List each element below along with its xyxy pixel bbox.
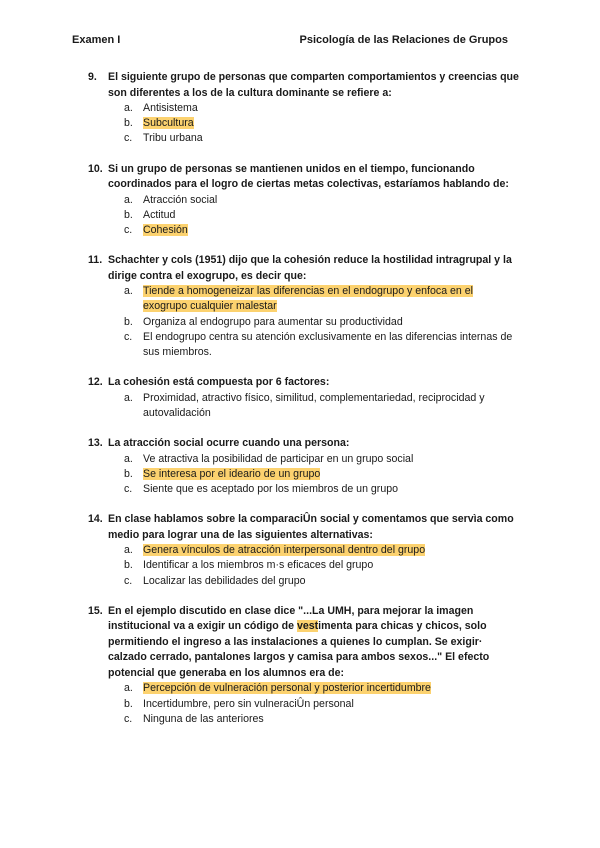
option-list	[124, 193, 520, 239]
option-text	[143, 467, 520, 482]
option-letter: c.	[124, 574, 133, 587]
option-list	[124, 543, 520, 589]
answer-option	[124, 131, 520, 146]
question-stem	[88, 604, 520, 682]
option-letter: b.	[124, 559, 133, 572]
option-label: Tribu urbana	[143, 132, 203, 145]
question-text-part: La atracción social ocurre cuando una persona:	[108, 437, 350, 450]
answer-option	[124, 558, 520, 573]
question-stem	[88, 70, 520, 101]
answer-option-highlighted	[124, 681, 520, 696]
question-text-part: En el ejemplo discutido en clase dice "...La UMH, para mejorar la imagen institucional va a exigir un código de	[108, 604, 474, 633]
option-letter: c.	[124, 483, 133, 496]
option-text	[143, 193, 520, 208]
option-label: El endogrupo centra su atención exclusivamente en las diferencias internas de sus miembros.	[143, 330, 513, 359]
option-text	[143, 101, 520, 116]
option-text	[143, 574, 520, 589]
question-item	[88, 512, 520, 589]
option-text	[143, 116, 520, 131]
question-number: 15.	[88, 604, 103, 617]
answer-option	[124, 574, 520, 589]
question-text	[108, 512, 520, 543]
highlighted-answer: Subcultura	[143, 117, 194, 130]
option-text	[143, 543, 520, 558]
highlighted-text: vest	[296, 620, 319, 633]
question-text	[108, 162, 520, 193]
option-letter: a.	[124, 285, 133, 298]
option-list	[124, 101, 520, 147]
highlighted-answer: Se interesa por el ideario de un grupo	[143, 467, 321, 480]
question-stem	[88, 375, 520, 391]
question-text	[108, 436, 520, 452]
question-text	[108, 375, 520, 391]
question-text-part: Si un grupo de personas se mantienen unidos en el tiempo, funcionando coordinados para el logro de ciertas metas colectivas, estaríamos hablando de:	[108, 162, 509, 191]
question-stem	[88, 253, 520, 284]
question-text-part: En clase hablamos sobre la comparaciÛn social y comentamos que servìa como medio para lograr una de las siguientes alternativas:	[108, 513, 514, 541]
highlighted-answer: Genera vínculos de atracción interpersonal dentro del grupo	[143, 544, 426, 557]
question-text	[108, 70, 520, 101]
highlighted-answer: Cohesión	[143, 224, 188, 237]
option-text	[143, 131, 520, 146]
highlighted-answer: Percepción de vulneración personal y posterior incertidumbre	[143, 682, 431, 695]
option-list	[124, 284, 520, 360]
option-label: Identificar a los miembros m·s eficaces del grupo	[143, 559, 374, 572]
answer-option	[124, 391, 520, 421]
option-letter: b.	[124, 315, 133, 328]
option-text	[143, 330, 520, 360]
answer-option	[124, 315, 520, 330]
option-letter: c.	[124, 712, 133, 725]
option-label: Atracción social	[143, 193, 218, 206]
question-item	[88, 162, 520, 239]
option-label: Actitud	[143, 208, 176, 221]
option-text	[143, 482, 520, 497]
question-item	[88, 604, 520, 727]
answer-option	[124, 452, 520, 467]
answer-option	[124, 101, 520, 116]
page-header	[72, 34, 508, 46]
option-text	[143, 681, 520, 696]
answer-option-highlighted	[124, 223, 520, 238]
option-text	[143, 697, 520, 712]
answer-option	[124, 193, 520, 208]
option-text	[143, 558, 520, 573]
option-text	[143, 223, 520, 238]
option-list	[124, 681, 520, 727]
question-text-part: Schachter y cols (1951) dijo que la cohesión reduce la hostilidad intragrupal y la dirige contra el exogrupo, es decir que:	[108, 254, 512, 282]
question-item	[88, 70, 520, 147]
option-text	[143, 284, 520, 314]
answer-option-highlighted	[124, 116, 520, 131]
question-item	[88, 253, 520, 360]
option-letter: b.	[124, 117, 133, 130]
exam-title: Examen I	[72, 34, 121, 46]
option-list	[124, 452, 520, 498]
answer-option-highlighted	[124, 284, 520, 314]
answer-option	[124, 208, 520, 223]
option-text	[143, 391, 520, 421]
option-letter: a.	[124, 391, 133, 404]
question-text-part: La cohesión está compuesta por 6 factores:	[108, 376, 330, 389]
option-label: Ninguna de las anteriores	[143, 712, 264, 725]
option-text	[143, 712, 520, 727]
question-text-part: El siguiente grupo de personas que comparten comportamientos y creencias que son diferentes a los de la cultura dominante se refiere a:	[108, 71, 519, 99]
option-label: Proximidad, atractivo físico, similitud, complementariedad, reciprocidad y autovalidación	[143, 391, 485, 419]
option-label: Organiza al endogrupo para aumentar su productividad	[143, 315, 403, 328]
option-text	[143, 452, 520, 467]
highlighted-answer: Tiende a homogeneizar las diferencias en el endogrupo y enfoca en el exogrupo cualquier malestar	[143, 285, 473, 313]
question-text-part: imenta para chicas y chicos, solo permitiendo el ingreso a las instalaciones a quienes lo cumplan. Se exigir· calzado cerrado, pantalones largos y camisa para ambos sexos..." El efecto potencial que generaba en los alumnos era de:	[108, 620, 490, 679]
question-stem	[88, 512, 520, 543]
question-item	[88, 375, 520, 421]
option-letter: c.	[124, 330, 133, 343]
answer-option	[124, 712, 520, 727]
option-text	[143, 208, 520, 223]
option-text	[143, 315, 520, 330]
question-number: 9.	[88, 71, 97, 83]
answer-option	[124, 697, 520, 712]
question-text	[108, 604, 520, 682]
question-stem	[88, 162, 520, 193]
option-letter: b.	[124, 467, 133, 480]
question-number: 11.	[88, 254, 103, 267]
question-number: 12.	[88, 376, 103, 389]
option-list	[124, 391, 520, 421]
question-number: 14.	[88, 513, 103, 526]
option-letter: a.	[124, 193, 133, 206]
answer-option	[124, 330, 520, 360]
option-label: Localizar las debilidades del grupo	[143, 574, 306, 587]
option-label: Antisistema	[143, 102, 198, 114]
question-number: 10.	[88, 162, 103, 175]
option-letter: b.	[124, 208, 133, 221]
answer-option	[124, 482, 520, 497]
option-letter: a.	[124, 544, 133, 557]
option-letter: c.	[124, 224, 133, 237]
option-letter: a.	[124, 452, 133, 465]
option-label: Ve atractiva la posibilidad de participar en un grupo social	[143, 452, 414, 465]
option-letter: b.	[124, 697, 133, 710]
option-label: Incertidumbre, pero sin vulneraciÛn personal	[143, 697, 354, 710]
option-letter: a.	[124, 102, 133, 114]
question-item	[88, 436, 520, 497]
question-number: 13.	[88, 437, 103, 450]
option-letter: c.	[124, 132, 133, 145]
answer-option-highlighted	[124, 467, 520, 482]
answer-option-highlighted	[124, 543, 520, 558]
course-title: Psicología de las Relaciones de Grupos	[299, 34, 508, 46]
option-letter: a.	[124, 682, 133, 695]
question-list	[88, 70, 520, 742]
option-label: Siente que es aceptado por los miembros de un grupo	[143, 483, 399, 496]
question-stem	[88, 436, 520, 452]
question-text	[108, 253, 520, 284]
